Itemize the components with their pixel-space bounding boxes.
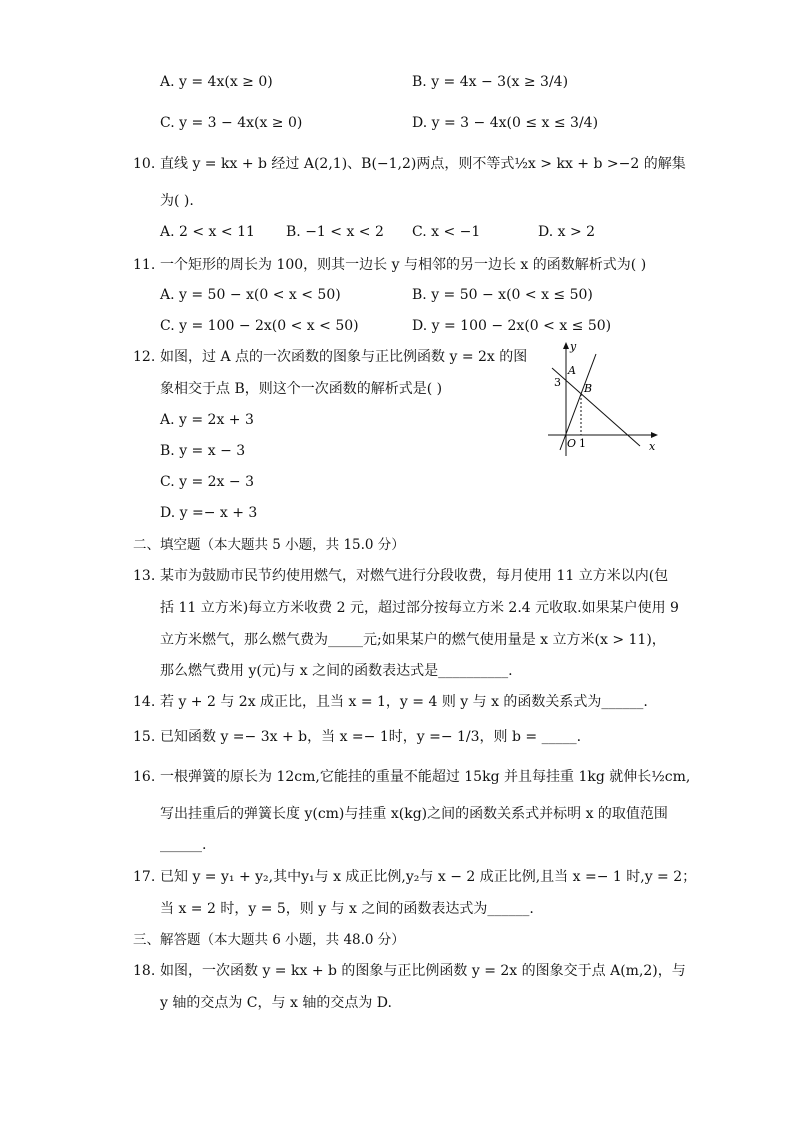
question-number: 11.: [133, 257, 156, 273]
q12-option-a: A. y = 2x + 3: [160, 412, 254, 428]
question-number: 17.: [133, 869, 156, 885]
q11-option-d: D. y = 100 − 2x(0 < x ≤ 50): [412, 318, 612, 334]
q17-line1: 已知 y = y₁ + y₂,其中y₁与 x 成正比例,y₂与 x − 2 成正比例,且当 x =− 1 时,y = 2；: [160, 869, 697, 885]
graph-label-x: x: [649, 440, 656, 453]
q12-option-d: D. y =− x + 3: [160, 505, 258, 521]
section-heading-fill-blank: 二、填空题（本大题共 5 小题，共 15.0 分）: [133, 537, 405, 553]
q9-option-c: C. y = 3 − 4x(x ≥ 0): [160, 115, 303, 131]
section-heading-solutions: 三、解答题（本大题共 6 小题，共 48.0 分）: [133, 932, 405, 948]
q15-stem: 已知函数 y =− 3x + b，当 x =− 1时，y =− 1/3，则 b = _____.: [160, 729, 582, 745]
question-number: 12.: [133, 349, 156, 365]
q18-line1: 如图，一次函数 y = kx + b 的图象与正比例函数 y = 2x 的图象交于点 A(m,2)，与: [160, 963, 686, 979]
q11-option-c: C. y = 100 − 2x(0 < x < 50): [160, 318, 359, 334]
q10-stem-line2: 为( ).: [160, 193, 194, 209]
q9-option-a: A. y = 4x(x ≥ 0): [160, 74, 273, 90]
q12-option-c: C. y = 2x − 3: [160, 474, 254, 490]
q11-stem: 一个矩形的周长为 100，则其一边长 y 与相邻的另一边长 x 的函数解析式为( ): [160, 257, 647, 273]
q9-option-d: D. y = 3 − 4x(0 ≤ x ≤ 3/4): [412, 115, 599, 131]
question-number: 13.: [133, 568, 156, 584]
question-number: 16.: [133, 769, 156, 785]
q10-option-b: B. −1 < x < 2: [286, 224, 384, 240]
q13-line2: 括 11 立方米)每立方米收费 2 元，超过部分按每立方米 2.4 元收取.如果某户使用 9: [160, 600, 679, 616]
q16-line2: 写出挂重后的弹簧长度 y(cm)与挂重 x(kg)之间的函数关系式并标明 x 的取值范围: [160, 806, 668, 822]
q14-stem: 若 y + 2 与 2x 成正比，且当 x = 1，y = 4 则 y 与 x 的函数关系式为______.: [160, 694, 648, 710]
q10-option-c: C. x < −1: [412, 224, 481, 240]
q10-stem-line1: 直线 y = kx + b 经过 A(2,1)、B(−1,2)两点，则不等式½x > kx + b >−2 的解集: [160, 156, 686, 172]
graph-label-origin: O: [567, 437, 577, 450]
question-number: 15.: [133, 729, 156, 745]
q12-stem-line1: 如图，过 A 点的一次函数的图象与正比例函数 y = 2x 的图: [160, 349, 528, 365]
graph-label-1: 1: [579, 437, 586, 450]
q16-line3: ______.: [160, 837, 207, 853]
q13-line4: 那么燃气费用 y(元)与 x 之间的函数表达式是__________.: [160, 663, 513, 679]
question-number: 14.: [133, 694, 156, 710]
q13-line3: 立方米燃气，那么燃气费为_____元;如果某户的燃气使用量是 x 立方米(x > 11)，: [160, 632, 666, 648]
graph-label-b: B: [584, 382, 593, 395]
q13-line1: 某市为鼓励市民节约使用燃气，对燃气进行分段收费，每月使用 11 立方米以内(包: [160, 568, 669, 584]
q10-option-a: A. 2 < x < 11: [160, 224, 255, 240]
q18-line2: y 轴的交点为 C，与 x 轴的交点为 D.: [160, 995, 392, 1011]
q11-option-b: B. y = 50 − x(0 < x ≤ 50): [412, 287, 593, 303]
q16-line1: 一根弹簧的原长为 12cm,它能挂的重量不能超过 15kg 并且每挂重 1kg 就伸长½cm,: [160, 769, 691, 785]
q11-option-a: A. y = 50 − x(0 < x < 50): [160, 287, 341, 303]
line-through-a-b: [552, 368, 640, 446]
q10-option-d: D. x > 2: [538, 224, 596, 240]
q17-line2: 当 x = 2 时，y = 5，则 y 与 x 之间的函数表达式为______.: [160, 901, 534, 917]
q12-option-b: B. y = x − 3: [160, 443, 246, 459]
graph-label-3: 3: [554, 376, 561, 389]
q12-stem-line2: 象相交于点 B，则这个一次函数的解析式是( ): [160, 381, 443, 397]
x-axis-arrow-icon: [651, 432, 658, 438]
question-number: 18.: [133, 963, 156, 979]
question-number: 10.: [133, 156, 156, 172]
graph-label-y: y: [570, 340, 577, 353]
y-axis-arrow-icon: [563, 342, 569, 349]
q12-function-graph: [538, 340, 668, 460]
q9-option-b: B. y = 4x − 3(x ≥ 3/4): [412, 74, 569, 90]
graph-label-a: A: [568, 364, 576, 377]
